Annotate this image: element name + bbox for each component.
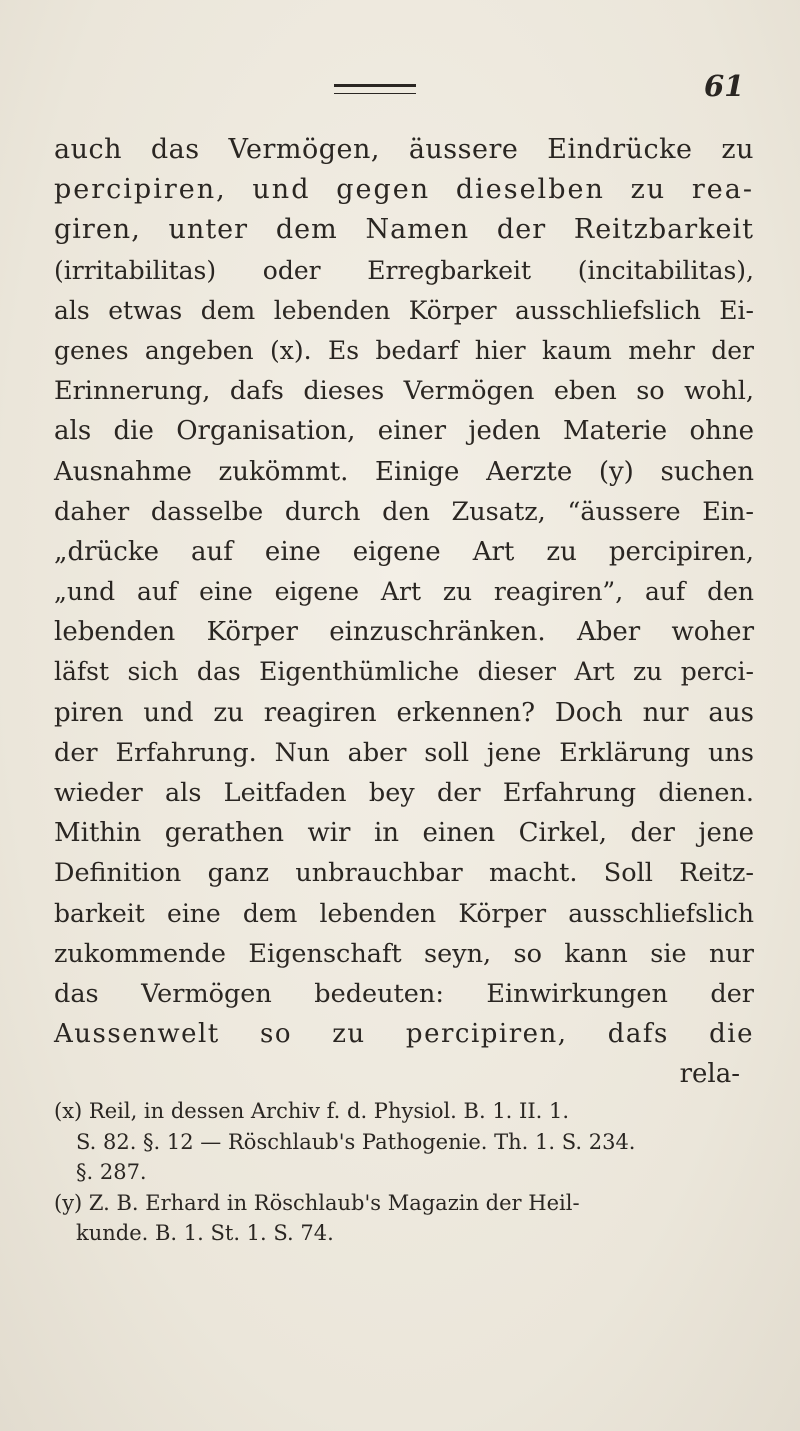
page-header <box>0 68 800 108</box>
footnote-line: (x) Reil, in dessen Archiv f. d. Physiol. B. 1. II. 1. <box>54 1099 570 1123</box>
text-line: barkeit eine dem lebenden Körper ausschliefslich <box>54 898 754 928</box>
text-line: (irritabilitas) oder Erregbarkeit (incitabilitas), <box>54 255 754 285</box>
text-line: percipiren, und gegen dieselben zu rea- <box>54 174 754 206</box>
text-line: piren und zu reagiren erkennen? Doch nur aus <box>54 697 754 728</box>
text-line: auch das Vermögen, äussere Eindrücke zu <box>54 134 754 165</box>
page-number: 61 <box>704 69 745 103</box>
text-line: Ausnahme zukömmt. Einige Aerzte (y) suchen <box>54 456 754 487</box>
text-line: lebenden Körper einzuschränken. Aber woher <box>54 617 754 648</box>
footnote-line: §. 287. <box>76 1160 147 1184</box>
text-line: Mithin gerathen wir in einen Cirkel, der jene <box>54 818 754 849</box>
footnotes <box>54 1096 754 1249</box>
footnote-line: kunde. B. 1. St. 1. S. 74. <box>76 1221 334 1245</box>
text-line: „und auf eine eigene Art zu reagiren”, auf den <box>54 577 754 607</box>
text-line: Aussenwelt so zu percipiren, dafs die <box>54 1019 754 1050</box>
text-line: Definition ganz unbrauchbar macht. Soll Reitz- <box>54 858 754 889</box>
body-text <box>54 130 754 1095</box>
text-line: der Erfahrung. Nun aber soll jene Erklärung uns <box>54 737 754 768</box>
text-line: daher dasselbe durch den Zusatz, “äussere Ein- <box>54 496 754 527</box>
text-line: das Vermögen bedeuten: Einwirkungen der <box>54 978 754 1009</box>
text-line: läfst sich das Eigenthümliche dieser Art zu perci- <box>54 657 754 687</box>
text-line: Erinnerung, dafs dieses Vermögen eben so wohl, <box>54 376 754 407</box>
text-line: als etwas dem lebenden Körper ausschliefslich Ei- <box>54 295 754 325</box>
text-line: zukommende Eigenschaft seyn, so kann sie nur <box>54 938 754 969</box>
text-line: giren, unter dem Namen der Reitzbarkeit <box>54 214 754 246</box>
text-line: als die Organisation, einer jeden Materie ohne <box>54 416 754 447</box>
header-rule <box>334 84 416 94</box>
footnote-line: S. 82. §. 12 — Röschlaub's Pathogenie. Th. 1. S. 234. <box>76 1129 636 1154</box>
text-line: wieder als Leitfaden bey der Erfahrung dienen. <box>54 778 754 808</box>
text-line: „drücke auf eine eigene Art zu percipiren, <box>54 536 754 567</box>
text-line: genes angeben (x). Es bedarf hier kaum mehr der <box>54 335 754 365</box>
footnote-line: (y) Z. B. Erhard in Röschlaub's Magazin der Heil- <box>54 1190 580 1215</box>
catchword: rela- <box>679 1059 740 1090</box>
